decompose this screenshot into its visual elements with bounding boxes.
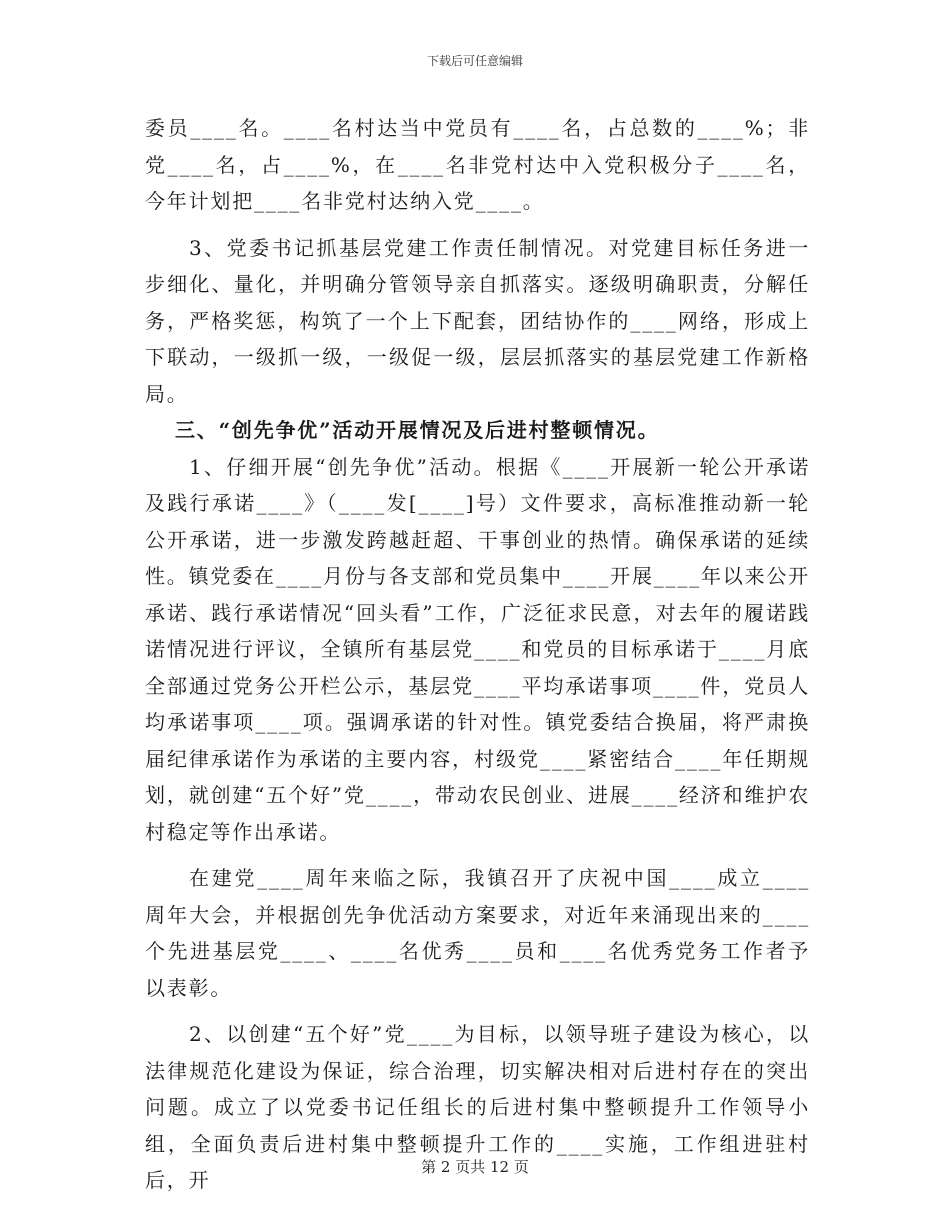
paragraph-responsibility-system: 3、党委书记抓基层党建工作责任制情况。对党建目标任务进一步细化、量化，并明确分管领导亲自抓落实。逐级明确职责，分解任务，严格奖惩，构筑了一个上下配套，团结协作的____网络，形成上下联动，一级抓一级，一级促一级，层层抓落实的基层党建工作新格局。 [145, 235, 810, 406]
document-body [145, 110, 810, 1199]
section-heading-3: 三、“创先争优”活动开展情况及后进村整顿情况。 [175, 418, 660, 442]
paragraph-public-commitment: 1、仔细开展“创先争优”活动。根据《____开展新一轮公开承诺及践行承诺____》（____发[____]号）文件要求，高标准推动新一轮公开承诺，进一步激发跨越赶超、干事创业的热情。确保承诺的延续性。镇党委在____月份与各支部和党员集中____开展____年以来公开承诺、践行承诺情况“回头看”工作，广泛征求民意，对去年的履诺践诺情况进行评议，全镇所有基层党____和党员的目标承诺于____月底全部通过党务公开栏公示，基层党____平均承诺事项____件，党员人均承诺事项____项。强调承诺的针对性。镇党委结合换届，将严肃换届纪律承诺作为承诺的主要内容，村级党____紧密结合____年任期规划，就创建“五个好”党____，带动农民创业、进展____经济和维护农村稳定等作出承诺。 [145, 454, 810, 844]
paragraph-anniversary: 在建党____周年来临之际，我镇召开了庆祝中国____成立____周年大会，并根据创先争优活动方案要求，对近年来涌现出来的____个先进基层党____、____名优秀____员和____名优秀党务工作者予以表彰。 [145, 866, 810, 1000]
page-header: 下载后可任意编辑 [426, 54, 523, 68]
page-footer: 第 2 页共 12 页 [421, 1158, 529, 1176]
paragraph-rectification: 2、以创建“五个好”党____为目标，以领导班子建设为核心，以法律规范化建设为保证，综合治理，切实解决相对后进村存在的突出问题。成立了以党委书记任组长的后进村集中整顿提升工作领导小组，全面负责后进村集中整顿提升工作的____实施，工作组进驻村后，开 [145, 1022, 810, 1192]
paragraph-member-stats: 委员____名。____名村达当中党员有____名，占总数的____%；非党____名，占____%，在____名非党村达中入党积极分子____名，今年计划把____名非党村达纳入党____。 [145, 116, 810, 213]
